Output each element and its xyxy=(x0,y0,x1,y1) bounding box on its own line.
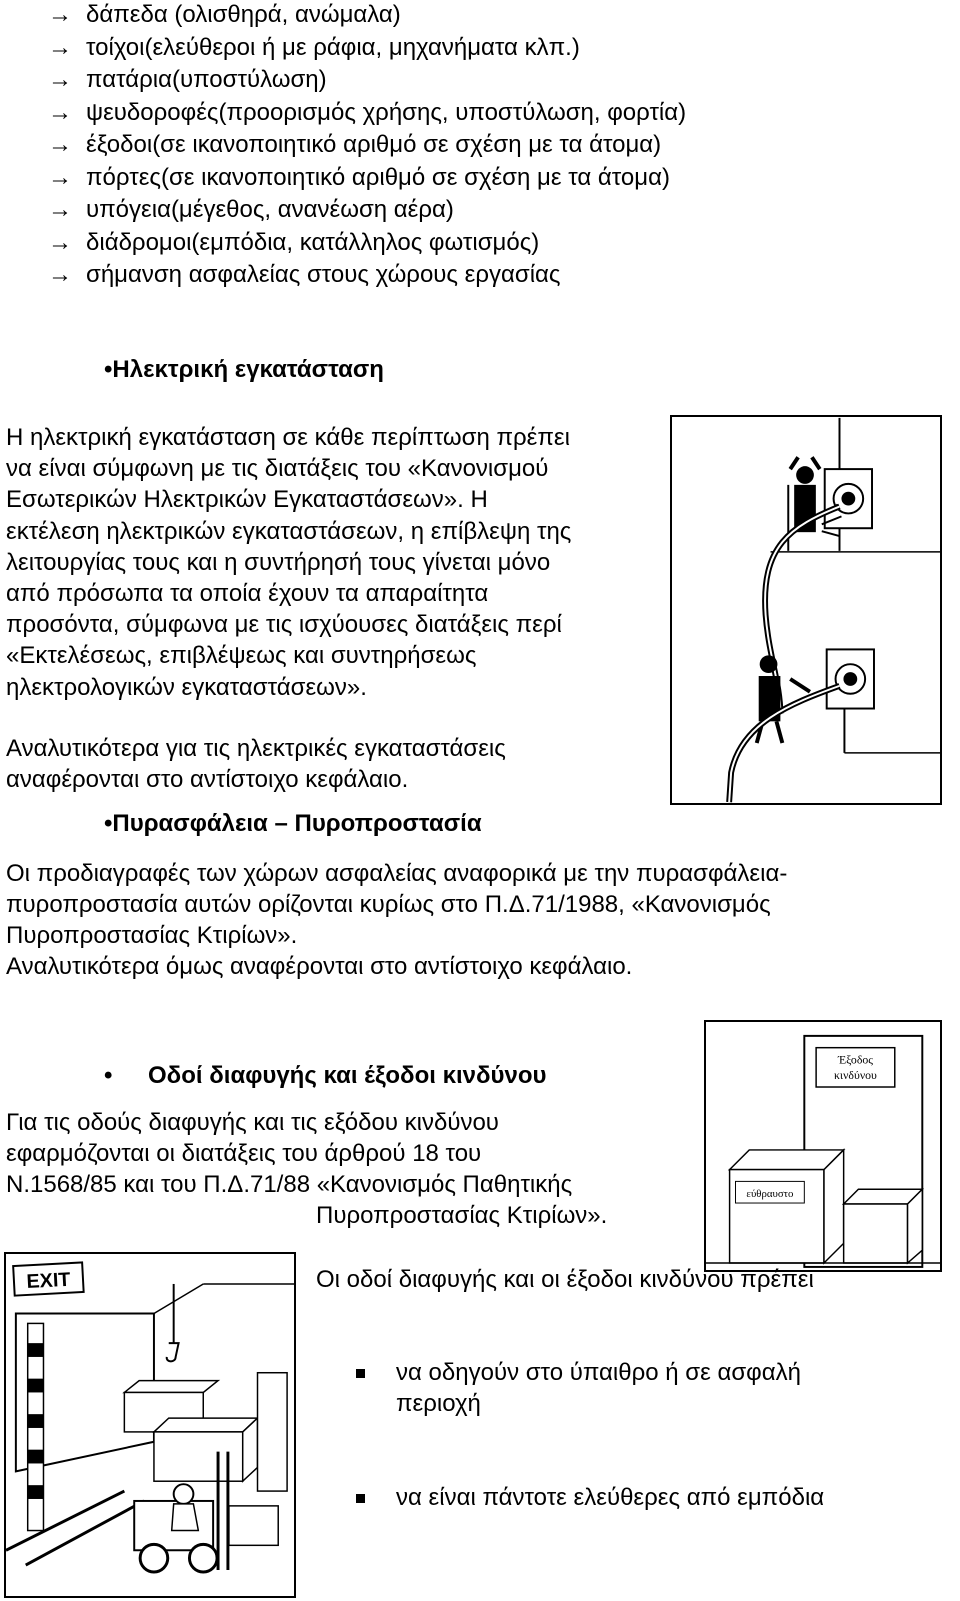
arrow-list-item xyxy=(48,226,539,259)
paragraph-line: Πυροπροστασίας Κτιρίων». xyxy=(6,922,298,949)
arrow-list-item-text: πατάρια(υποστύλωση) xyxy=(86,66,327,93)
fire-heading xyxy=(104,810,482,838)
paragraph-line: Ν.1568/85 και του Π.Δ.71/88 «Κανονισμός Παθητικής xyxy=(6,1171,573,1198)
square-bullet-icon xyxy=(356,1369,365,1378)
exit-illustration-svg xyxy=(706,1022,940,1270)
paragraph-line: Η ηλεκτρική εγκατάσταση σε κάθε περίπτωση πρέπει xyxy=(6,424,570,451)
escape-bullet: • xyxy=(104,1062,113,1089)
warehouse-exit-illustration xyxy=(4,1252,296,1598)
requirement-line: να είναι πάντοτε ελεύθερες από εμπόδια xyxy=(396,1484,825,1511)
section-heading-text: Ηλεκτρική εγκατάσταση xyxy=(112,356,384,383)
bullet: • xyxy=(104,356,113,383)
arrow-list-item-text: υπόγεια(μέγεθος, ανανέωση αέρα) xyxy=(86,196,454,223)
arrow-icon: → xyxy=(48,98,72,126)
arrow-icon: → xyxy=(48,131,72,158)
arrow-list-item xyxy=(48,258,560,291)
arrow-list-item xyxy=(48,161,670,194)
paragraph-line: προσόντα, σύμφωνα με τις ισχύουσες διατάξεις περί xyxy=(6,611,562,639)
warehouse-exit-sign: EXIT xyxy=(26,1268,71,1294)
requirement-line: να οδηγούν στο ύπαιθρο ή σε ασφαλή xyxy=(396,1359,801,1386)
paragraph-line: αναφέρονται στο αντίστοιχο κεφάλαιο. xyxy=(6,766,409,793)
electrical-heading xyxy=(104,356,384,384)
paragraph-line: Αναλυτικότερα για τις ηλεκτρικές εγκαταστάσεις xyxy=(6,735,506,762)
arrow-icon: → xyxy=(48,196,72,223)
paragraph-line: Για τις οδούς διαφυγής και τις εξόδου κινδύνου xyxy=(6,1109,499,1136)
arrow-list-item-text: πόρτες(σε ικανοποιητικό αριθμό σε σχέση με τα άτομα) xyxy=(86,163,670,191)
paragraph-line: «Εκτελέσεως, επιβλέψεως και συντηρήσεως xyxy=(6,642,477,670)
arrow-list-item xyxy=(48,63,327,96)
paragraph-line: εκτέλεση ηλεκτρικών εγκαταστάσεων, η επίβλεψη της xyxy=(6,517,572,545)
exit-sign-line-2: κινδύνου xyxy=(834,1068,877,1083)
paragraph-line: λειτουργίας τους και η συντήρησή τους γίνεται μόνο xyxy=(6,548,551,576)
section-heading-text: Πυρασφάλεια – Πυροπροστασία xyxy=(112,810,482,837)
paragraph-line: Οι προδιαγραφές των χώρων ασφαλείας αναφορικά με την πυρασφάλεια- xyxy=(6,860,788,887)
arrow-icon: → xyxy=(48,33,72,61)
electrical-safety-illustration xyxy=(670,415,942,805)
paragraph-line: από πρόσωπα τα οποία έχουν τα απαραίτητα xyxy=(6,580,489,607)
paragraph-line: Εσωτερικών Ηλεκτρικών Εγκαταστάσεων». Η xyxy=(6,486,488,514)
arrow-list-item xyxy=(48,31,580,64)
arrow-icon: → xyxy=(48,1,72,28)
arrow-list-item xyxy=(48,128,661,161)
arrow-list-item xyxy=(48,193,454,226)
bullet: • xyxy=(104,810,113,837)
exit-sign-line-1: Έξοδος xyxy=(837,1052,873,1067)
arrow-list-item-text: ψευδοροφές(προορισμός χρήσης, υποστύλωση, φορτία) xyxy=(86,98,687,126)
warehouse-illustration-svg xyxy=(6,1254,294,1596)
escape-heading: Οδοί διαφυγής και έξοδοι κινδύνου xyxy=(148,1062,547,1089)
arrow-list-item-text: διάδρομοι(εμπόδια, κατάλληλος φωτισμός) xyxy=(86,228,540,256)
paragraph-line: ηλεκτρολογικών εγκαταστάσεων». xyxy=(6,673,367,701)
square-bullet-icon xyxy=(356,1494,365,1503)
arrow-list-item xyxy=(48,0,401,31)
exit-door-boxes-illustration xyxy=(704,1020,942,1272)
paragraph-line: Αναλυτικότερα όμως αναφέρονται στο αντίστοιχο κεφάλαιο. xyxy=(6,953,633,980)
paragraph-line: εφαρμόζονται οι διατάξεις του άρθρού 18 του xyxy=(6,1140,482,1167)
arrow-list-item-text: έξοδοι(σε ικανοποιητικό αριθμό σε σχέση με τα άτομα) xyxy=(86,131,662,158)
paragraph-line: να είναι σύμφωνη με τις διατάξεις του «Κανονισμού xyxy=(6,455,549,483)
escape-intro: Οι οδοί διαφυγής και οι έξοδοι κινδύνου πρέπει xyxy=(316,1266,814,1293)
arrow-icon: → xyxy=(48,163,72,191)
box-fragile-label: εύθραυστο xyxy=(746,1188,794,1201)
paragraph-line: πυροπροστασία αυτών ορίζονται κυρίως στο Π.Δ.71/1988, «Κανονισμός xyxy=(6,891,771,918)
arrow-icon: → xyxy=(48,261,72,288)
arrow-icon: → xyxy=(48,66,72,93)
arrow-list-item xyxy=(48,96,686,129)
requirement-line: περιοχή xyxy=(396,1390,481,1417)
electrical-illustration-svg xyxy=(672,417,940,803)
paragraph-line: Πυροπροστασίας Κτιρίων». xyxy=(316,1202,608,1229)
arrow-icon: → xyxy=(48,228,72,256)
arrow-list-item-text: τοίχοι(ελεύθεροι ή με ράφια, μηχανήματα κλπ.) xyxy=(86,33,580,61)
arrow-list-item-text: δάπεδα (ολισθηρά, ανώμαλα) xyxy=(86,1,401,28)
arrow-list-item-text: σήμανση ασφαλείας στους χώρους εργασίας xyxy=(86,261,561,288)
